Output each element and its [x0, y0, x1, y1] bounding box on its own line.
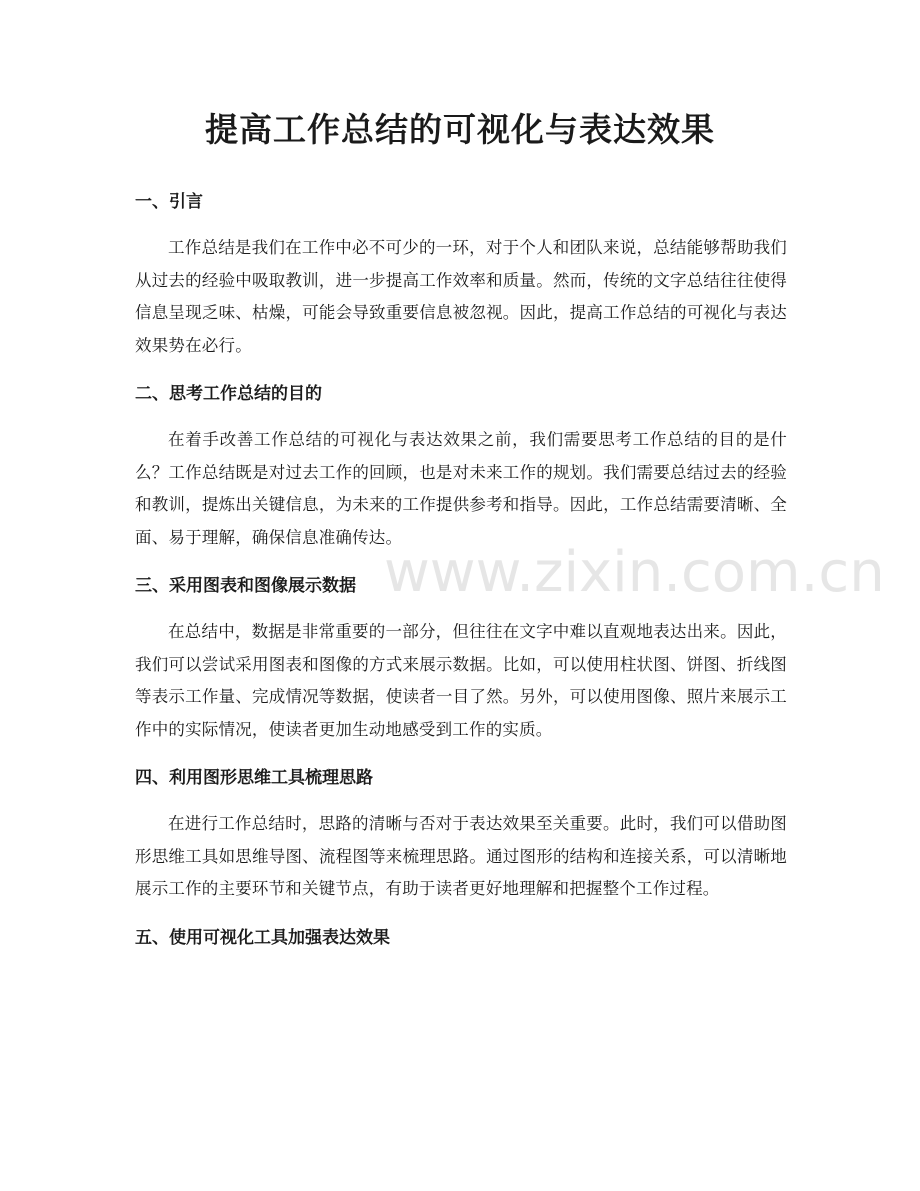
section-charts	[135, 570, 787, 746]
document-body	[135, 186, 787, 968]
section-visual-tools	[135, 922, 787, 954]
section-thinking-tools	[135, 762, 787, 906]
watermark-text: www.zixin.com.cn	[384, 540, 885, 605]
document-title: 提高工作总结的可视化与表达效果	[205, 110, 715, 149]
section-heading: 二、思考工作总结的目的	[135, 384, 322, 404]
section-heading: 四、利用图形思维工具梳理思路	[135, 768, 373, 788]
section-paragraph: 工作总结是我们在工作中必不可少的一环，对于个人和团队来说，总结能够帮助我们从过去的经验中吸取教训，进一步提高工作效率和质量。然而，传统的文字总结往往使得信息呈现乏味、枯燥，可能会导致重要信息被忽视。因此，提高工作总结的可视化与表达效果势在必行。	[135, 238, 787, 355]
section-heading: 三、采用图表和图像展示数据	[135, 576, 356, 596]
section-paragraph: 在进行工作总结时，思路的清晰与否对于表达效果至关重要。此时，我们可以借助图形思维工具如思维导图、流程图等来梳理思路。通过图形的结构和连接关系，可以清晰地展示工作的主要环节和关键节点，有助于读者更好地理解和把握整个工作过程。	[135, 814, 787, 898]
section-purpose	[135, 378, 787, 554]
section-heading: 五、使用可视化工具加强表达效果	[135, 927, 390, 948]
section-heading: 一、引言	[135, 192, 203, 212]
section-paragraph: 在总结中，数据是非常重要的一部分，但往往在文字中难以直观地表达出来。因此，我们可以尝试采用图表和图像的方式来展示数据。比如，可以使用柱状图、饼图、折线图等表示工作量、完成情况等数据，使读者一目了然。另外，可以使用图像、照片来展示工作中的实际情况，使读者更加生动地感受到工作的实质。	[135, 622, 787, 739]
section-paragraph: 在着手改善工作总结的可视化与表达效果之前，我们需要思考工作总结的目的是什么？工作总结既是对过去工作的回顾，也是对未来工作的规划。我们需要总结过去的经验和教训，提炼出关键信息，为未来的工作提供参考和指导。因此，工作总结需要清晰、全面、易于理解，确保信息准确传达。	[135, 430, 787, 547]
section-introduction	[135, 186, 787, 362]
